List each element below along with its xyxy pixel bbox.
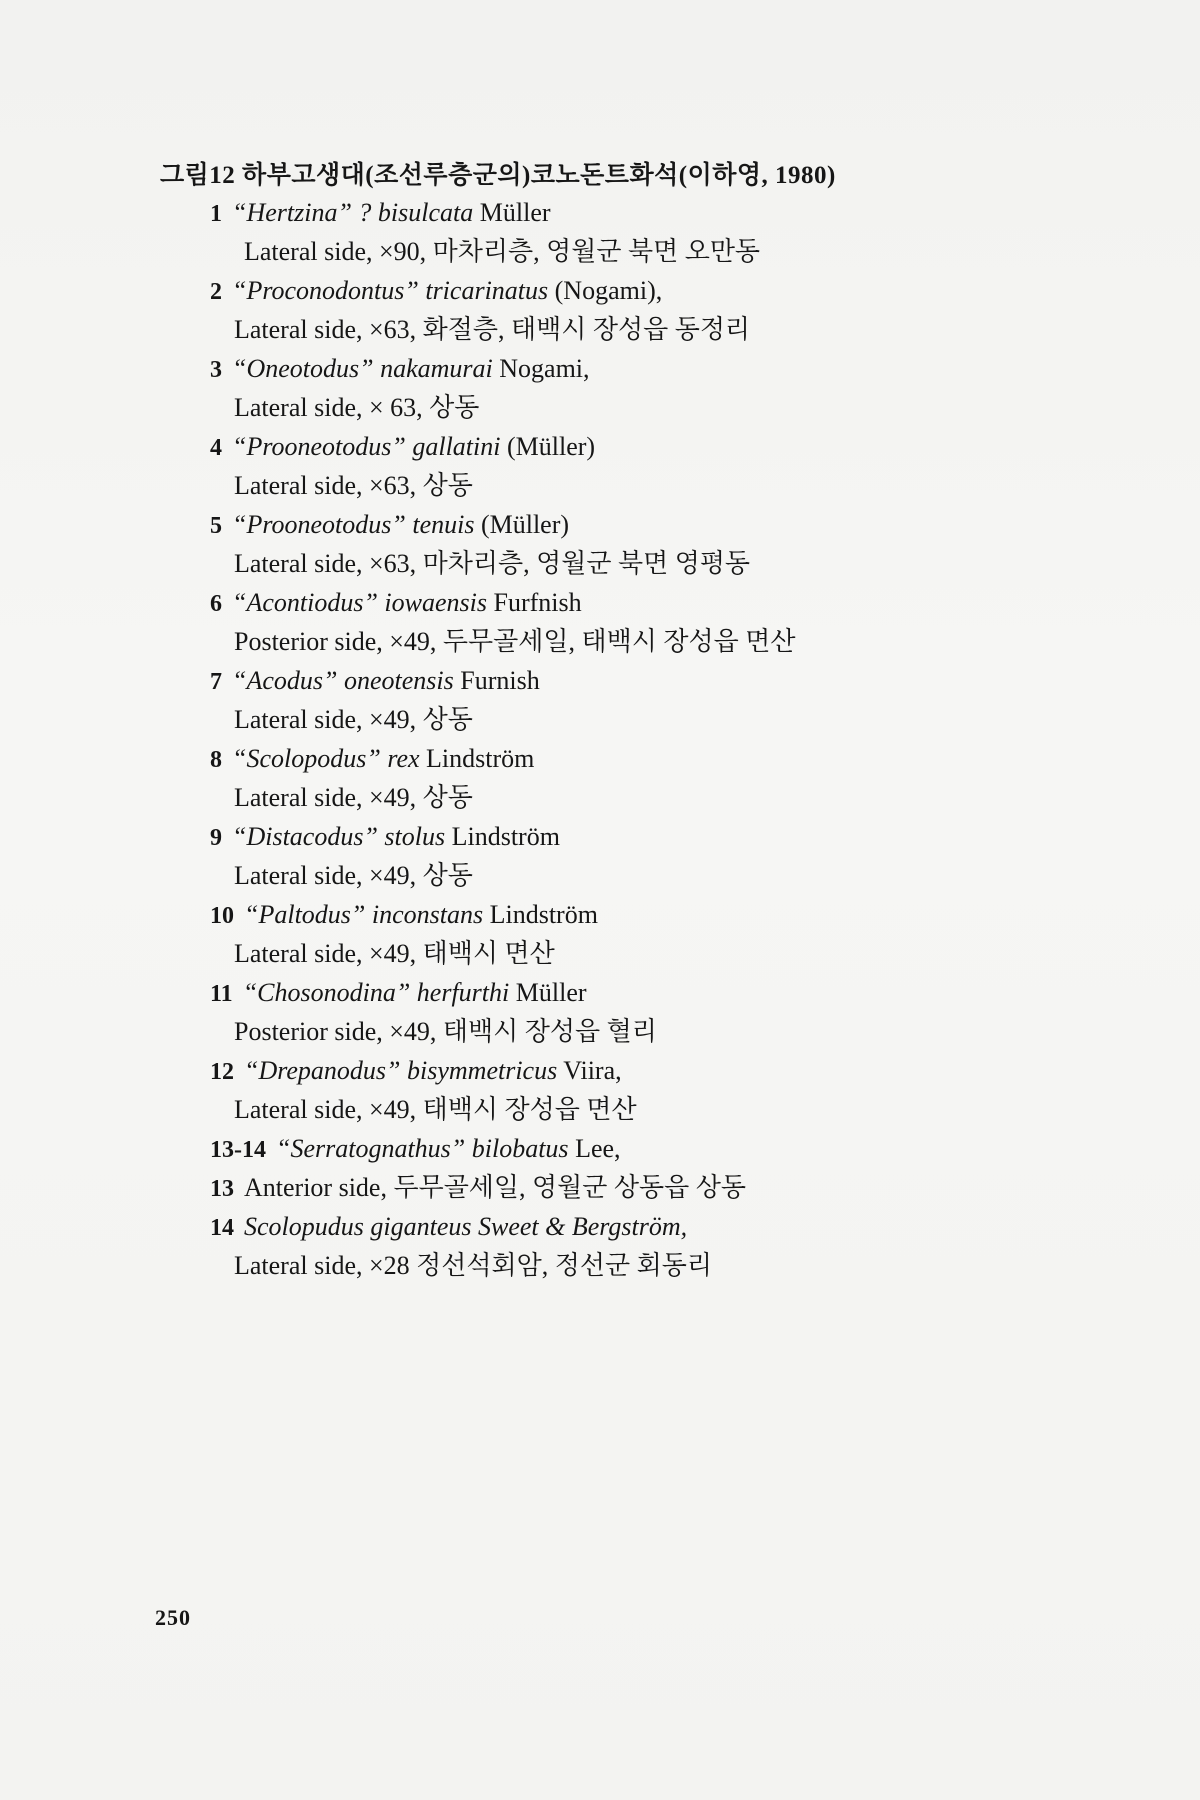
entry-number: 10 [210, 903, 234, 929]
entry-detail: Lateral side, ×49, 태백시 장성읍 면산 [234, 1095, 637, 1124]
entry-authority: Furnish [460, 666, 540, 695]
entry-number: 5 [210, 513, 222, 539]
entry-number: 4 [210, 435, 222, 461]
entry-title [210, 271, 795, 310]
entry-title [210, 1168, 795, 1207]
entry-number: 13 [210, 1176, 234, 1202]
entry-number: 8 [210, 747, 222, 773]
entry-detail: Lateral side, ×90, 마차리층, 영월군 북면 오만동 [244, 237, 761, 266]
entry-species: stolus [384, 822, 446, 851]
entry-title [210, 427, 795, 466]
entry-species: tenuis [412, 510, 475, 539]
entry-number: 11 [210, 981, 233, 1007]
entry-genus: “Scolopodus” [232, 744, 381, 773]
entry-title [210, 583, 795, 622]
entry-species: nakamurai [380, 354, 493, 383]
entry-number: 2 [210, 279, 222, 305]
entry-title [210, 973, 795, 1012]
entry-genus: “Drepanodus” [244, 1056, 401, 1085]
entry-title [210, 895, 795, 934]
entry-authority: Müller [479, 198, 551, 227]
entry-genus: “Distacodus” [232, 822, 378, 851]
entry-detail: Lateral side, ×63, 상동 [234, 471, 473, 500]
entry-detail: Lateral side, ×49, 태백시 면산 [234, 939, 555, 968]
entry-genus: “Prooneotodus” [232, 432, 406, 461]
entry-list [210, 193, 795, 1285]
entry-detail: Posterior side, ×49, 두무골세일, 태백시 장성읍 면산 [234, 627, 796, 656]
entry-authority: Lindström [451, 822, 560, 851]
entry-detail: Lateral side, ×63, 마차리층, 영월군 북면 영평동 [234, 549, 751, 578]
entry-genus: “Serratognathus” [276, 1134, 466, 1163]
figure-caption: 그림12 하부고생대(조선루층군의)코노돈트화석(이하영, 1980) [160, 162, 836, 189]
entry-species: rex [387, 744, 420, 773]
entry-authority: Lindström [489, 900, 598, 929]
entry-detail: Lateral side, ×28 정선석회암, 정선군 회동리 [234, 1251, 712, 1280]
entry-detail: Lateral side, ×63, 화절층, 태백시 장성읍 동정리 [234, 315, 751, 344]
entry-genus: “Acodus” [232, 666, 338, 695]
entry-number: 6 [210, 591, 222, 617]
entry-genus: “Paltodus” [244, 900, 366, 929]
entry-title [210, 1129, 795, 1168]
entry-detail: Lateral side, ×49, 상동 [234, 783, 473, 812]
entry-authority: (Nogami), [554, 276, 663, 305]
entry-title [210, 661, 795, 700]
entry-title [210, 1207, 795, 1246]
entry-title [210, 505, 795, 544]
entry-authority: Nogami, [499, 354, 590, 383]
entry-number: 3 [210, 357, 222, 383]
entry-genus: “Prooneotodus” [232, 510, 406, 539]
entry-title [210, 349, 795, 388]
entry-species: inconstans [371, 900, 484, 929]
entry-species: iowaensis [384, 588, 487, 617]
entry-authority: (Müller) [506, 432, 596, 461]
entry-authority: Lindström [426, 744, 535, 773]
entry-species: oneotensis [343, 666, 454, 695]
page-number: 250 [155, 1605, 191, 1630]
entry-species: bilobatus [471, 1134, 569, 1163]
entry-name: Scolopudus giganteus Sweet & Bergström, [244, 1212, 688, 1241]
entry-genus: “Acontiodus” [232, 588, 378, 617]
entry-detail: Lateral side, ×49, 상동 [234, 705, 473, 734]
entry-title [210, 1051, 795, 1090]
entry-detail: Lateral side, × 63, 상동 [234, 393, 480, 422]
entry-number: 1 [210, 201, 222, 227]
entry-number: 12 [210, 1059, 234, 1085]
entry-species: gallatini [412, 432, 501, 461]
entry-title [210, 817, 795, 856]
entry-detail: Anterior side, 두무골세일, 영월군 상동읍 상동 [244, 1173, 746, 1202]
entry-number: 7 [210, 669, 222, 695]
entry-number: 9 [210, 825, 222, 851]
entry-genus: “Hertzina” ? [232, 198, 372, 227]
entry-species: herfurthi [416, 978, 510, 1007]
entry-species: bisulcata [377, 198, 474, 227]
entry-detail: Lateral side, ×49, 상동 [234, 861, 473, 890]
entry-genus: “Proconodontus” [232, 276, 419, 305]
entry-species: tricarinatus [425, 276, 549, 305]
entry-title [210, 193, 795, 232]
entry-species: bisymmetricus [407, 1056, 558, 1085]
entry-detail: Posterior side, ×49, 태백시 장성읍 혈리 [234, 1017, 657, 1046]
entry-authority: (Müller) [480, 510, 570, 539]
entry-authority: Viira, [563, 1056, 622, 1085]
entry-authority: Lee, [575, 1134, 621, 1163]
entry-number: 13-14 [210, 1137, 266, 1163]
entry-title [210, 739, 795, 778]
entry-number: 14 [210, 1215, 234, 1241]
entry-authority: Furfnish [493, 588, 582, 617]
entry-authority: Müller [515, 978, 587, 1007]
entry-genus: “Chosonodina” [242, 978, 411, 1007]
entry-genus: “Oneotodus” [232, 354, 374, 383]
